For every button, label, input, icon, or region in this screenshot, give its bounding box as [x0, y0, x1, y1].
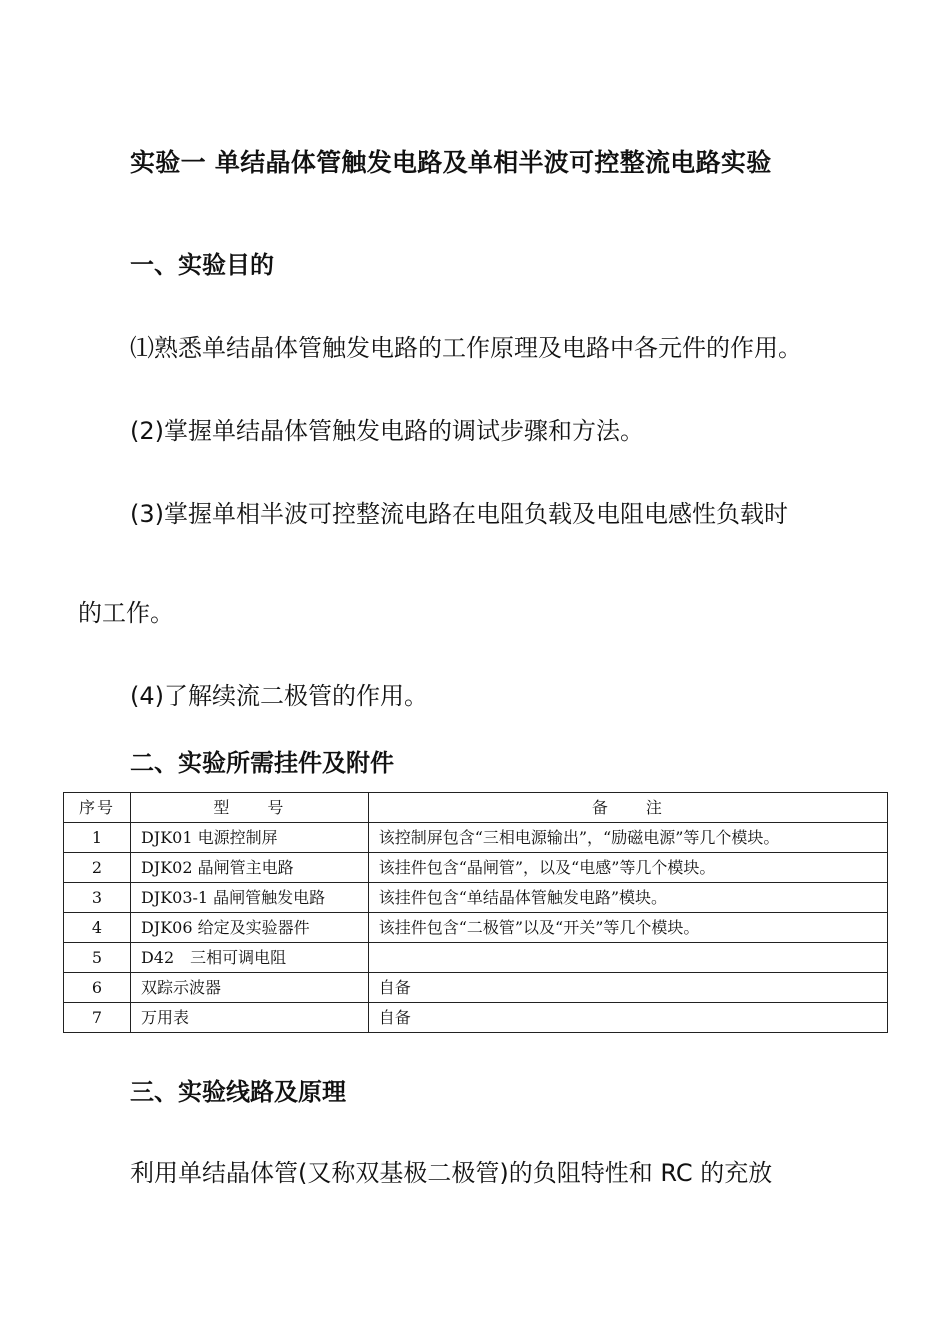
row-model: 双踪示波器: [130, 973, 368, 1003]
row-number: 2: [64, 853, 131, 883]
row-number: 1: [64, 823, 131, 853]
table-row: [64, 1003, 888, 1033]
row-note: 该挂件包含“单结晶体管触发电路”模块。: [368, 883, 887, 913]
row-note: 自备: [368, 1003, 887, 1033]
row-number: 5: [64, 943, 131, 973]
principle-paragraph: 利用单结晶体管(又称双基极二极管)的负阻特性和 RC 的充放: [130, 1159, 773, 1187]
row-note: 该挂件包含“二极管”以及“开关”等几个模块。: [368, 913, 887, 943]
table-row: [64, 853, 888, 883]
row-note: [368, 943, 887, 973]
section-heading-objectives: 一、实验目的: [130, 251, 274, 279]
objective-4: (4)了解续流二极管的作用。: [130, 682, 428, 710]
equipment-table: [63, 792, 888, 1033]
row-model: DJK01 电源控制屏: [130, 823, 368, 853]
table-row: [64, 883, 888, 913]
section-heading-equipment: 二、实验所需挂件及附件: [130, 749, 394, 777]
row-model: DJK06 给定及实验器件: [130, 913, 368, 943]
row-model: DJK02 晶闸管主电路: [130, 853, 368, 883]
row-number: 6: [64, 973, 131, 1003]
page-title: 实验一 单结晶体管触发电路及单相半波可控整流电路实验: [130, 148, 772, 177]
objective-2: (2)掌握单结晶体管触发电路的调试步骤和方法。: [130, 417, 644, 445]
objective-3-line-2: 的工作。: [78, 599, 174, 627]
row-number: 3: [64, 883, 131, 913]
header-number: 序号: [64, 793, 131, 823]
table-row: [64, 823, 888, 853]
header-model: 型 号: [130, 793, 368, 823]
objective-1: ⑴熟悉单结晶体管触发电路的工作原理及电路中各元件的作用。: [130, 334, 802, 362]
table-header-row: [64, 793, 888, 823]
row-note: 该控制屏包含“三相电源输出”，“励磁电源”等几个模块。: [368, 823, 887, 853]
table-row: [64, 973, 888, 1003]
row-number: 4: [64, 913, 131, 943]
objective-3-line-1: (3)掌握单相半波可控整流电路在电阻负载及电阻电感性负载时: [130, 500, 788, 528]
row-model: 万用表: [130, 1003, 368, 1033]
section-heading-principle: 三、实验线路及原理: [130, 1078, 346, 1106]
header-note: 备 注: [368, 793, 887, 823]
row-note: 该挂件包含“晶闸管”，以及“电感”等几个模块。: [368, 853, 887, 883]
table-row: [64, 913, 888, 943]
row-model: DJK03-1 晶闸管触发电路: [130, 883, 368, 913]
row-note: 自备: [368, 973, 887, 1003]
row-model: D42 三相可调电阻: [130, 943, 368, 973]
table-row: [64, 943, 888, 973]
row-number: 7: [64, 1003, 131, 1033]
